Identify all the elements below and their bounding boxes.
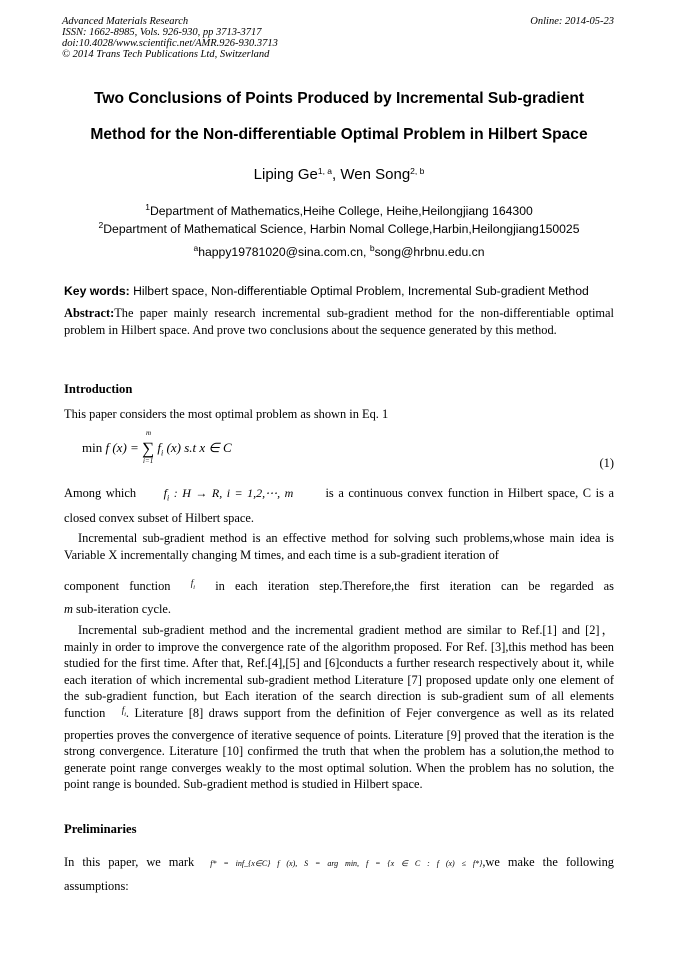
p3-math-f: f [121,704,125,715]
journal-header [62,16,278,60]
intro-among-line [64,485,614,507]
p3-math-sub: i [124,711,126,718]
p2b-post: in each iteration step.Therefore,the first iteration can be regarded as [215,579,614,593]
among-post: is a continuous convex function in Hilbert space, C is a [325,486,615,500]
prelim-line [64,854,614,873]
keywords [64,284,614,298]
p3-math [121,704,126,718]
p2b-math-sub: i [193,584,195,591]
journal-name: Advanced Materials Research [62,16,189,27]
author-1-affil: 1, a [317,166,333,176]
equation-1-number: (1) [599,456,614,470]
keywords-label: Key words: [64,284,130,298]
email-line [0,245,678,259]
section-heading-preliminaries: Preliminaries [64,822,137,836]
abstract-text: The paper mainly research incremental sub-gradient method for the non-differentiable optimal problem in Hilbert space. And prove two conclusions about the sequence generated by this method. [64,306,614,337]
p2b-math [190,578,195,591]
among-math [163,486,294,503]
author-list [0,166,678,183]
affiliation-2-mark: 2 [98,220,104,230]
intro-among-line-2: closed convex subset of Hilbert space. [64,511,254,525]
p2c-post: sub-iteration cycle. [72,602,172,616]
author-2-affil: 2, b [410,166,425,176]
paper-title-line1: Two Conclusions of Points Produced by Incremental Sub-gradient [93,90,585,107]
eq-lhs: f (x) = [105,440,143,455]
intro-paragraph-2c [64,601,614,618]
author-1: Liping Ge [253,166,318,183]
prelim-math: f* = inf_{x∈C} f (x), S = arg min, f = {x ∈ C : f (x) ≤ f*} [210,859,483,868]
section-heading-introduction: Introduction [64,382,133,396]
affiliation-1-mark: 1 [145,202,150,212]
eq-sum-bottom: i=1 [143,457,154,465]
eq-sum-symbol: ∑ [142,439,155,458]
email-b: song@hrbnu.edu.cn [374,245,485,259]
email-b-mark: b [369,243,375,253]
paper-title-line2: Method for the Non-differentiable Optimal Problem in Hilbert Space [90,126,588,143]
email-a-mark: a [193,243,199,253]
keywords-text: Hilbert space, Non-differentiable Optimal Problem, Incremental Sub-gradient Method [129,284,589,298]
copyright-line: © 2014 Trans Tech Publications Ltd, Switzerland [62,49,270,60]
affiliation-1 [0,204,678,218]
p2b-math-f: f [190,578,194,588]
affiliation-1-text: Department of Mathematics,Heihe College, Heihe,Heilongjiang 164300 [149,204,533,218]
email-a: happy19781020@sina.com.cn, [198,245,370,259]
p3-part2: . Literature [8] draws support from the definition of Fejer convergence as well as its related properties proves the convergence of iterative sequence of points. Literature [9] proved that the iteration is the strong convergence. Literature [10] confirmed the truth that when the problem has a solution,the method to generate point range converges weakly to the most optimal solution. When the problem has no solution, the point range is bounded. Sub-gradient method is studied in Hilbert space. [64,705,614,792]
author-2: Wen Song [340,166,411,183]
prelim-assumptions: assumptions: [64,879,129,893]
doi-line: doi:10.4028/www.scientific.net/AMR.926-930.3713 [62,38,278,49]
abstract [64,305,614,338]
intro-paragraph-2b [64,578,614,600]
eq-rhs-sub: i [161,448,164,458]
issn-line: ISSN: 1662-8985, Vols. 926-930, pp 3713-3717 [62,27,262,38]
eq-rest: (x) s.t x ∈ C [163,440,232,455]
abstract-label: Abstract: [64,306,115,320]
prelim-pre: In this paper, we mark [64,855,195,869]
eq-sum-top: m [146,429,152,437]
author-separator: , [332,166,341,183]
affiliation-2-text: Department of Mathematical Science, Harbin Nomal College,Harbin,Heilongjiang150025 [103,222,580,236]
equation-1 [82,429,232,465]
p2c-math: m [64,602,73,616]
eq-rhs: f [154,440,162,455]
among-math-f: f [163,486,167,500]
online-date: Online: 2014-05-23 [530,16,614,27]
among-pre: Among which [64,486,137,500]
p2b-pre: component function [64,579,171,593]
among-math-sub: i [166,493,170,503]
among-math-rest: : H → R, i = 1,2,⋯, m [169,486,294,500]
affiliation-2 [0,222,678,236]
intro-paragraph-1: This paper considers the most optimal problem as shown in Eq. 1 [64,407,389,421]
p3-part1: Incremental sub-gradient method and the incremental gradient method are similar to Ref.[1] and [2]，mainly in order to improve the convergence rate of the algorithm proposed. For Ref. [3],this method has been studied for the first time. After that, Ref.[4],[5] and [6]conducts a further research respectively about it, while each iteration of which incremental sub-gradient method Literature [7] proposed update only one element of the sub-gradient function, but Each iteration of the search direction is sub-gradient sum of all elements function [64,623,614,720]
eq-min: min [82,440,106,455]
prelim-post: ,we make the following [482,855,615,869]
intro-paragraph-3 [64,622,614,793]
intro-paragraph-2: Incremental sub-gradient method is an effective method for solving such problems,whose main idea is Variable X incrementally changing M times, and each time is a sub-gradient iteration of [64,531,614,562]
